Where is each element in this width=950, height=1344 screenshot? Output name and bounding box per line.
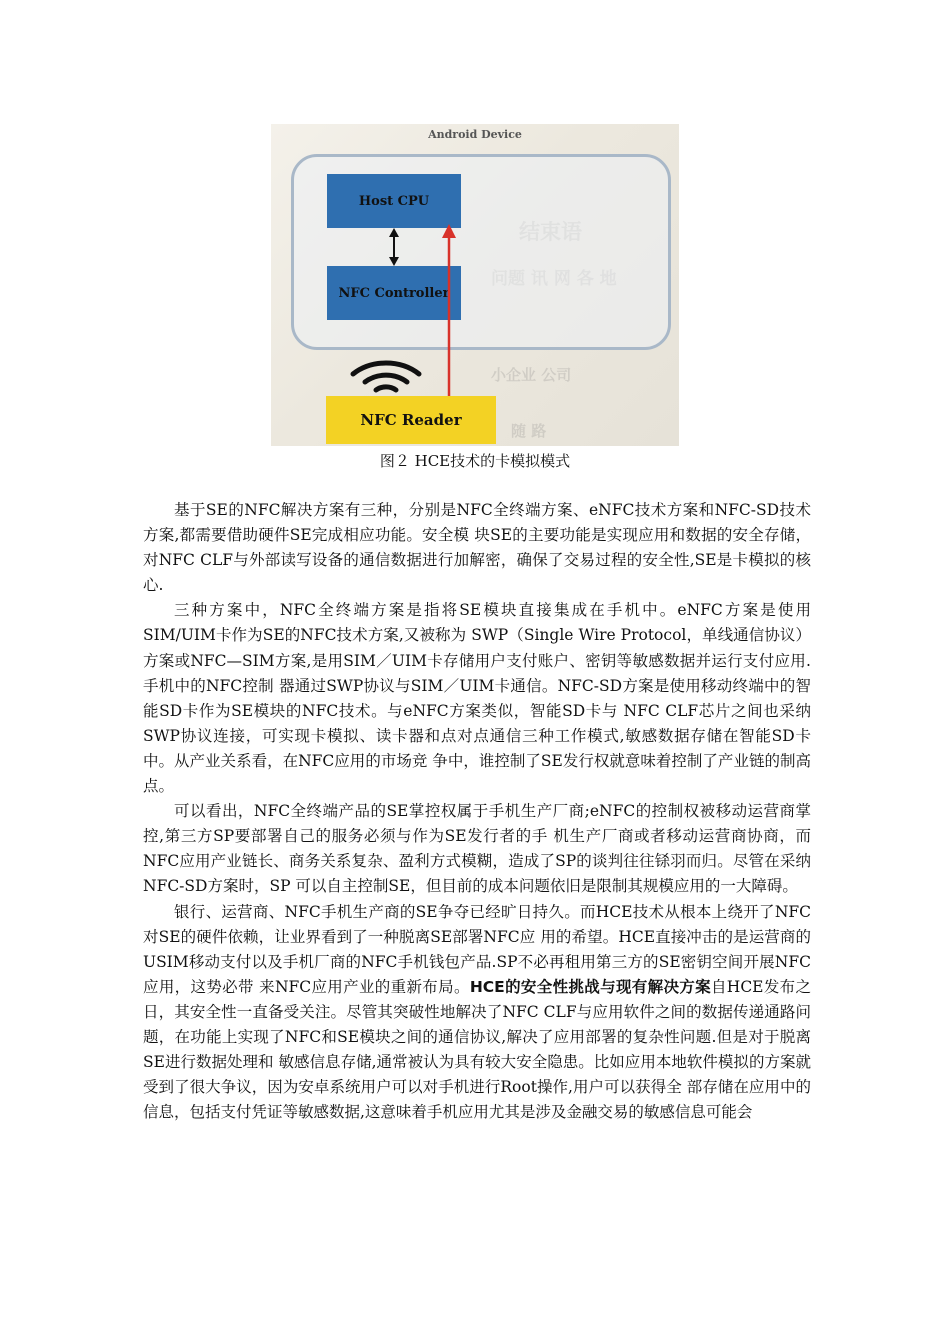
android-device-label: Android Device <box>428 128 522 141</box>
double-arrow-icon <box>389 228 399 266</box>
article-body <box>143 498 811 1125</box>
paragraph-text: 银行、运营商、NFC手机生产商的SE争夺已经旷日持久。而HCE技术从根本上绕开了NFC对SE的硬件依赖，让业界看到了一种脱离SE部署NFC应 用的希望。HCE直接冲击的是运营商的USIM移动支付以及手机厂商的NFC手机钱包产品.SP不必再租用第三方的SE密钥空间开展NFC应用，这势必带 来NFC应用产业的重新布局。 <box>143 902 811 996</box>
paragraph: 三种方案中，NFC全终端方案是指将SE模块直接集成在手机中。eNFC方案是使用SIM/UIM卡作为SE的NFC技术方案,又被称为 SWP（Single Wire Protocol，单线通信协议）方案或NFC—SIM方案,是用SIM／UIM卡存储用户支付账户、密钥等敏感数据并运行支付应用.手机中的NFC控制 器通过SWP协议与SIM／UIM卡通信。NFC-SD方案是使用移动终端中的智能SD卡作为SE模块的NFC技术。与eNFC方案类似，智能SD卡与 NFC CLF芯片之间也采纳SWP协议连接，可实现卡模拟、读卡器和点对点通信三种工作模式,敏感数据存储在智能SD卡中。从产业关系看，在NFC应用的市场竞 争中，谁控制了SE发行权就意味着控制了产业链的制高点。 <box>143 601 811 796</box>
section-heading: HCE的安全性挑战与现有解决方案 <box>469 977 711 996</box>
wireless-signal-icon <box>353 363 419 390</box>
nfc-controller-label: NFC Controller <box>338 285 450 301</box>
figure-caption: 图２ HCE技术的卡模拟模式 <box>379 452 571 470</box>
bleed-through-text: 随 路 <box>511 422 547 440</box>
nfc-reader-label: NFC Reader <box>360 411 462 429</box>
paragraph-text: 自HCE发布之日，其安全性一直备受关注。尽管其突破性地解决了NFC CLF与应用软件之间的数据传递通路问题，在功能上实现了NFC和SE模块之间的通信协议,解决了应用部署的复杂性问题.但是对于脱离SE进行数据处理和 敏感信息存储,通常被认为具有较大安全隐患。比如应用本地软件模拟的方案就受到了很大争议，因为安卓系统用户可以对手机进行Root操作,用户可以获得全 部存储在应用中的信息，包括支付凭证等敏感数据,这意味着手机应用尤其是涉及金融交易的敏感信息可能会 <box>143 977 812 1122</box>
nfc-reader-block <box>326 396 496 444</box>
paragraph: 可以看出，NFC全终端产品的SE掌控权属于手机生产厂商;eNFC的控制权被移动运营商掌控,第三方SP要部署自己的服务必须与作为SE发行者的手 机生产厂商或者移动运营商协商，而NFC应用产业链长、商务关系复杂、盈利方式模糊，造成了SP的谈判往往铩羽而归。尽管在采纳NFC-SD方案时，SP 可以自主控制SE，但目前的成本问题依旧是限制其规模应用的一大障碍。 <box>143 802 811 896</box>
hce-card-emulation-figure <box>271 124 679 446</box>
red-arrow-icon <box>442 224 456 396</box>
host-cpu-label: Host CPU <box>358 193 430 209</box>
bleed-through-text: 小企业 公司 <box>491 366 572 384</box>
paragraph <box>143 900 811 1126</box>
paragraph: 基于SE的NFC解决方案有三种，分别是NFC全终端方案、eNFC技术方案和NFC-SD技术方案,都需要借助硬件SE完成相应功能。安全模 块SE的主要功能是实现应用和数据的安全存储，对NFC CLF与外部读写设备的通信数据进行加解密，确保了交易过程的安全性,SE是卡模拟的核心. <box>143 501 811 595</box>
